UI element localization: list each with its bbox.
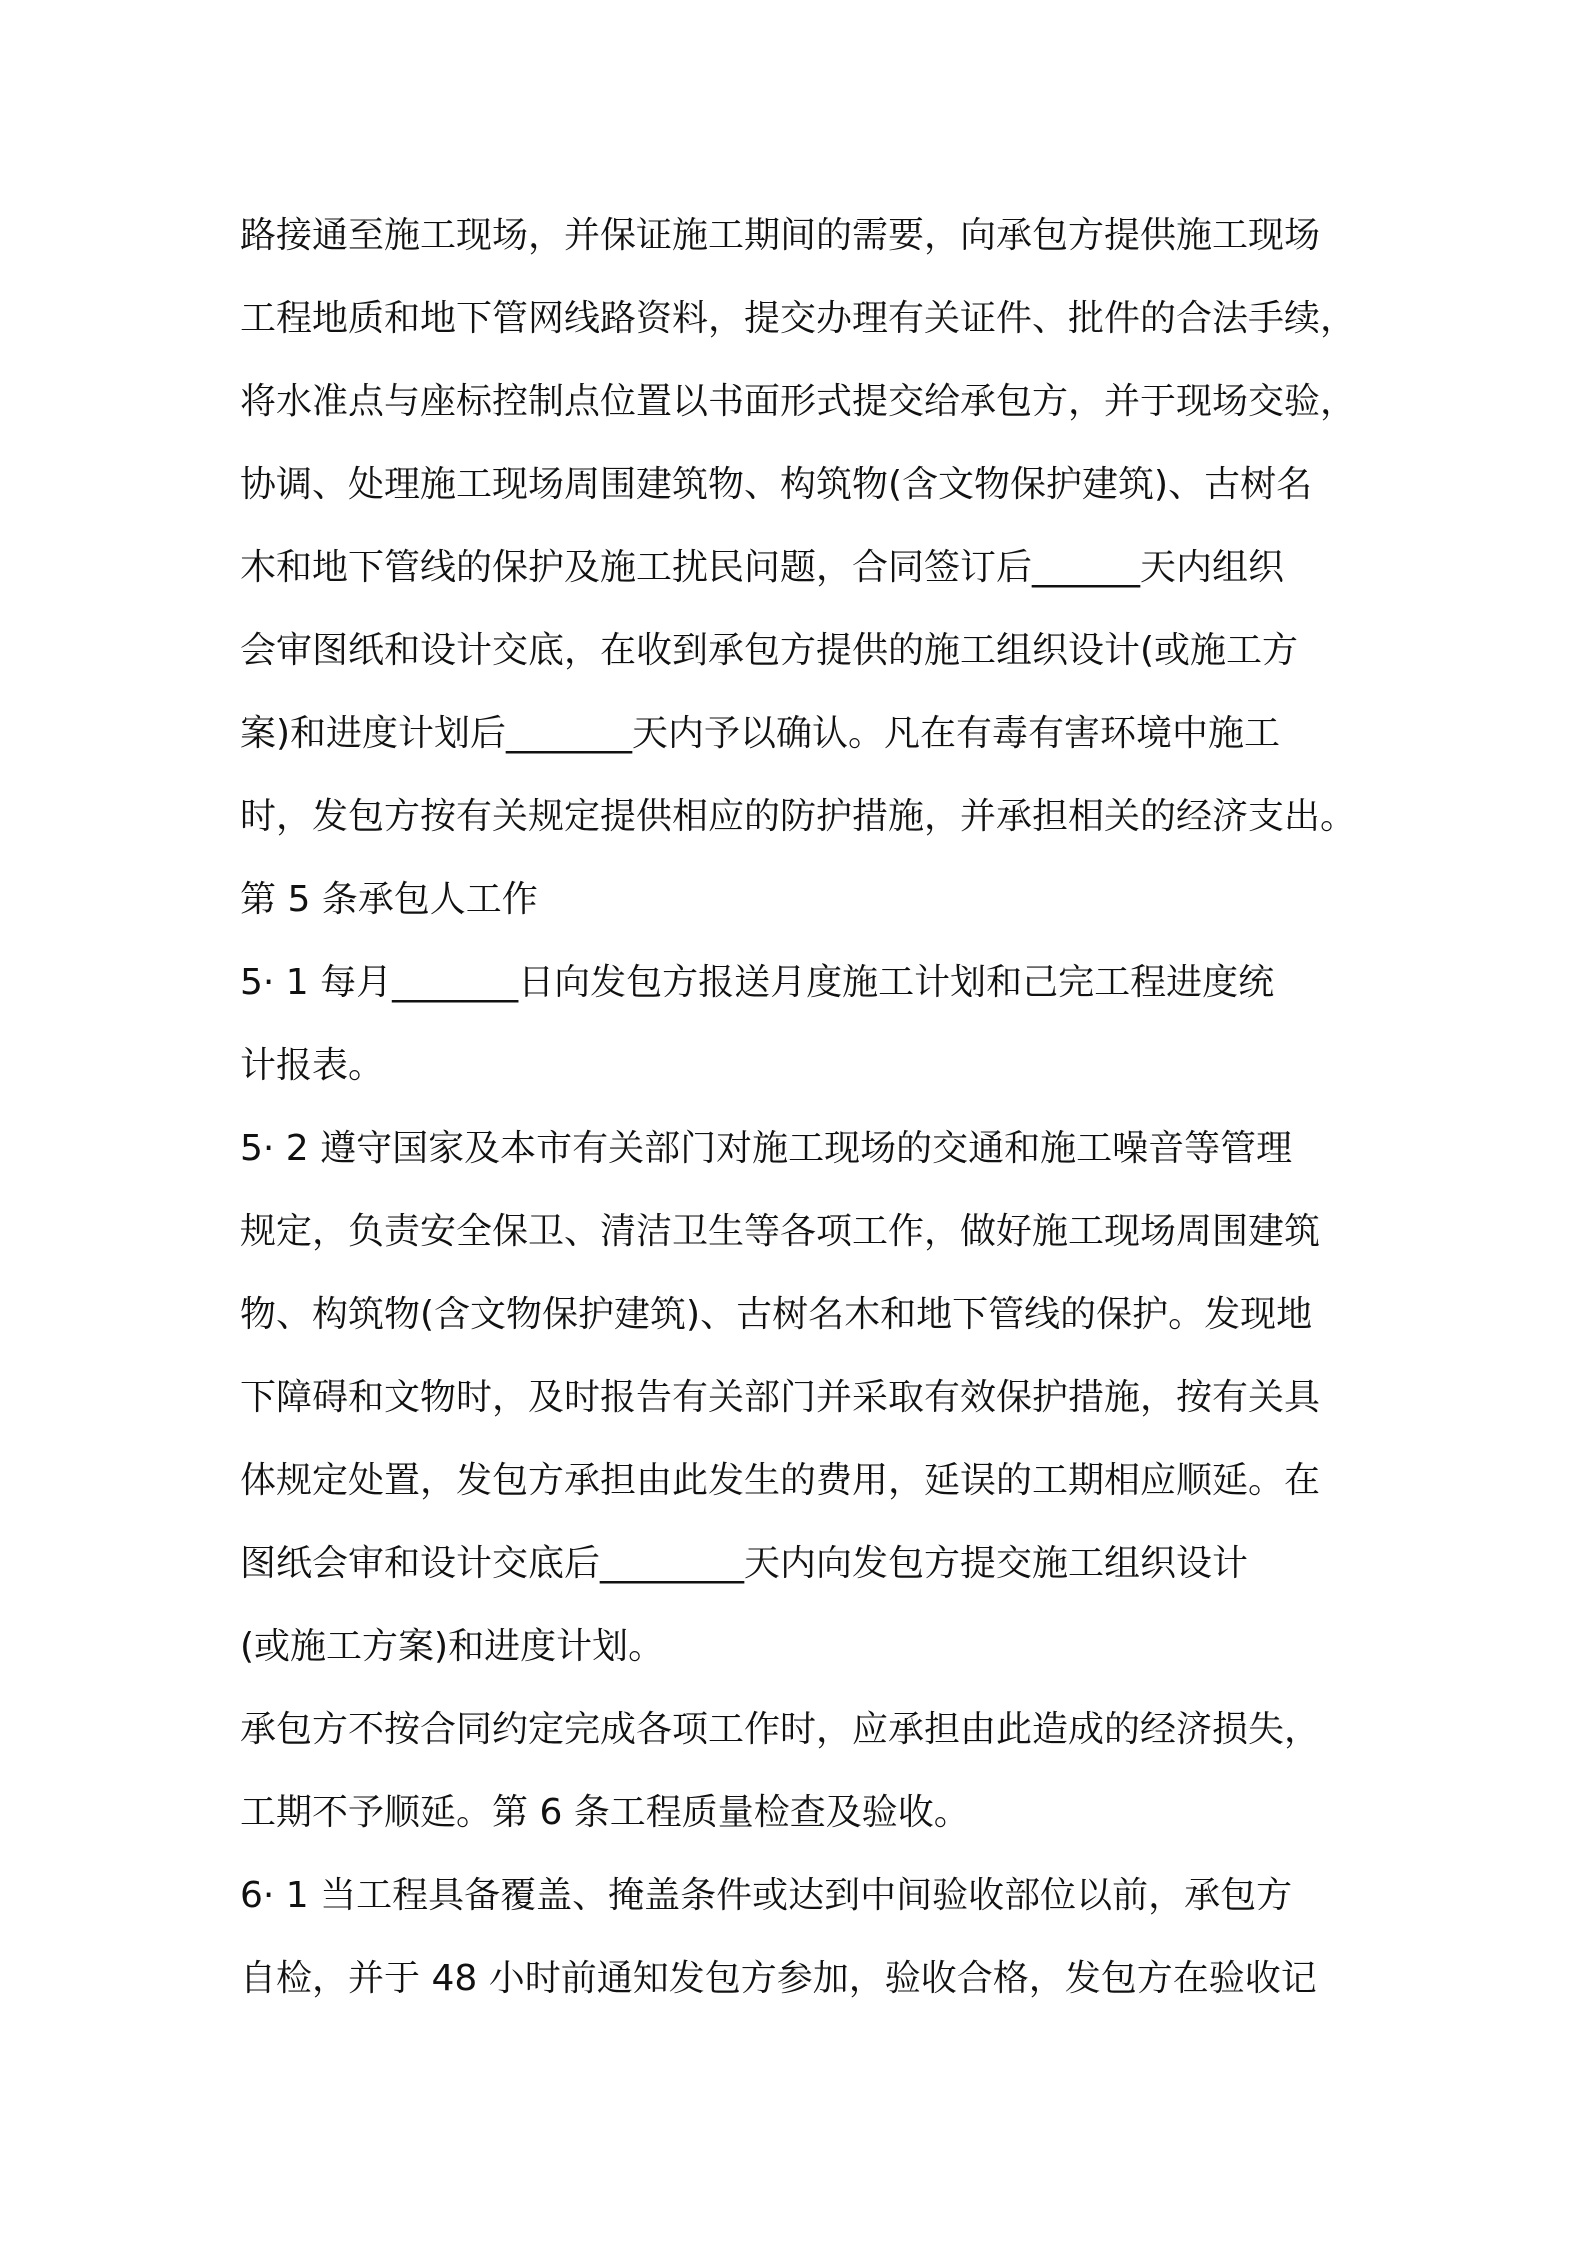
section-heading-5: 第 5 条承包人工作	[240, 879, 538, 920]
text-line: 体规定处置，发包方承担由此发生的费用，延误的工期相应顺延。在	[240, 1460, 1321, 1501]
text-line: 会审图纸和设计交底，在收到承包方提供的施工组织设计(或施工方	[240, 630, 1299, 671]
text-line: 时，发包方按有关规定提供相应的防护措施，并承担相关的经济支出。	[240, 796, 1357, 837]
text-line: 案)和进度计划后_______天内予以确认。凡在有毒有害环境中施工	[240, 713, 1281, 754]
text-line: 计报表。	[240, 1045, 385, 1086]
text-line: 图纸会审和设计交底后________天内向发包方提交施工组织设计	[240, 1543, 1249, 1584]
text-line: 5· 1 每月_______日向发包方报送月度施工计划和己完工程进度统	[240, 962, 1275, 1003]
text-line: 下障碍和文物时，及时报告有关部门并采取有效保护措施，按有关具	[240, 1377, 1321, 1418]
document-body	[240, 194, 1400, 2020]
text-line: 工期不予顺延。第 6 条工程质量检查及验收。	[240, 1792, 970, 1833]
text-line: 路接通至施工现场，并保证施工期间的需要，向承包方提供施工现场	[240, 215, 1321, 256]
text-line: 物、构筑物(含文物保护建筑)、古树名木和地下管线的保护。发现地	[240, 1294, 1313, 1335]
text-line: (或施工方案)和进度计划。	[240, 1626, 665, 1667]
text-line: 自检，并于 48 小时前通知发包方参加，验收合格，发包方在验收记	[240, 1958, 1317, 1999]
text-line: 协调、处理施工现场周围建筑物、构筑物(含文物保护建筑)、古树名	[240, 464, 1313, 505]
text-line: 承包方不按合同约定完成各项工作时，应承担由此造成的经济损失，	[240, 1709, 1321, 1750]
text-line: 将水准点与座标控制点位置以书面形式提交给承包方，并于现场交验，	[240, 381, 1357, 422]
text-line: 5· 2 遵守国家及本市有关部门对施工现场的交通和施工噪音等管理	[240, 1128, 1293, 1169]
text-line: 规定，负责安全保卫、清洁卫生等各项工作，做好施工现场周围建筑	[240, 1211, 1321, 1252]
text-line: 6· 1 当工程具备覆盖、掩盖条件或达到中间验收部位以前，承包方	[240, 1875, 1293, 1916]
text-line: 木和地下管线的保护及施工扰民问题，合同签订后______天内组织	[240, 547, 1285, 588]
text-line: 工程地质和地下管网线路资料，提交办理有关证件、批件的合法手续，	[240, 298, 1357, 339]
